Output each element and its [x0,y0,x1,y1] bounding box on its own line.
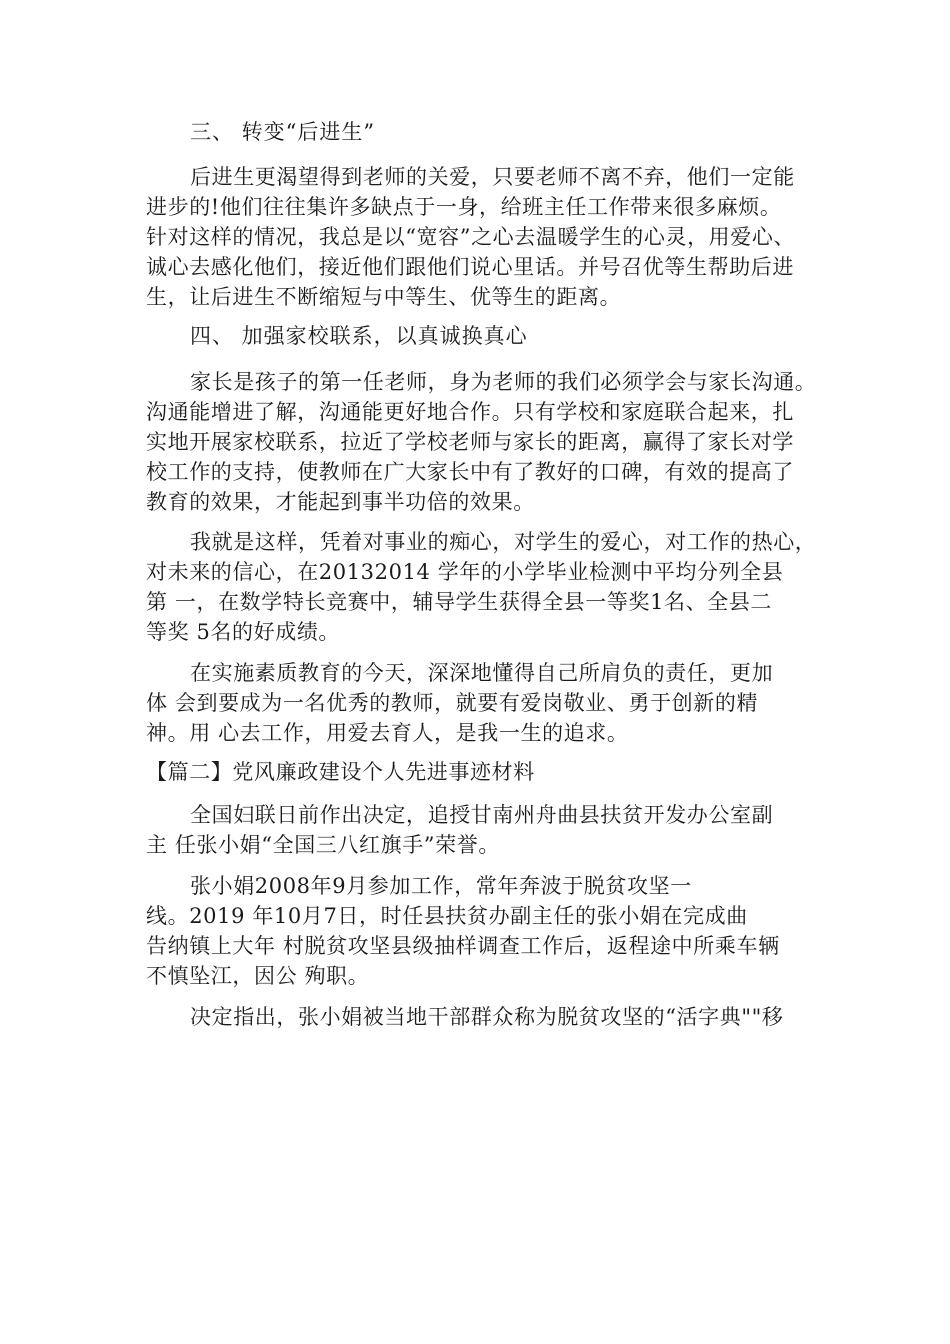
paragraph-line: 生，让后进生不断缩短与中等生、优等生的距离。 [146,285,622,309]
paragraph-line: 我就是这样，凭着对事业的痴心，对学生的爱心，对工作的热心， [190,530,817,554]
paragraph-line: 不慎坠江，因公 殉职。 [146,964,370,988]
paragraph-line: 告纳镇上大年 村脱贫攻坚县级抽样调查工作后，返程途中所乘车辆 [146,934,780,958]
paragraph-line: 后进生更渴望得到老师的关爱，只要老师不离不弃，他们一定能 [190,165,795,189]
paragraph-line: 实地开展家校联系，拉近了学校老师与家长的距离，赢得了家长对学 [146,430,794,454]
paragraph-line: 教育的效果，才能起到事半功倍的效果。 [146,490,535,514]
paragraph-line: 神。用 心去工作，用爱去育人，是我一生的追求。 [146,721,629,745]
paragraph-line: 校工作的支持，使教师在广大家长中有了教好的口碑，有效的提高了 [146,460,794,484]
paragraph-line: 决定指出，张小娟被当地干部群众称为脱贫攻坚的“活字典""移 [190,1005,784,1029]
paragraph-line: 诚心去感化他们，接近他们跟他们说心里话。并号召优等生帮助后进 [146,255,794,279]
section-heading: 三、 转变“后进生” [190,120,376,144]
paragraph-line: 等奖 5名的好成绩。 [146,620,341,644]
paragraph-line: 在实施素质教育的今天，深深地懂得自己所肩负的责任，更加 [190,661,774,685]
paragraph-line: 线。2019 年10月7日，时任县扶贫办副主任的张小娟在完成曲 [146,904,748,928]
section-heading: 四、 加强家校联系，以真诚换真心 [190,324,528,348]
paragraph-line: 对未来的信心，在20132014 学年的小学毕业检测中平均分列全县 [146,560,784,584]
paragraph-line: 第 一，在数学特长竞赛中，辅导学生获得全县一等奖1名、全县二 [146,590,773,614]
paragraph-line: 张小娟2008年9月参加工作，常年奔波于脱贫攻坚一 [190,874,692,898]
paragraph-line: 全国妇联日前作出决定，追授甘南州舟曲县扶贫开发办公室副 [190,803,774,827]
paragraph-line: 针对这样的情况，我总是以“宽容”之心去温暖学生的心灵，用爱心、 [146,225,796,249]
paragraph-line: 家长是孩子的第一任老师，身为老师的我们必须学会与家长沟通。 [190,370,817,394]
part-title: 【篇二】党风廉政建设个人先进事迹材料 [146,760,535,784]
paragraph-line: 沟通能增进了解，沟通能更好地合作。只有学校和家庭联合起来，扎 [146,400,794,424]
paragraph-line: 进步的!他们往往集许多缺点于一身，给班主任工作带来很多麻烦。 [146,195,782,219]
paragraph-line: 主 任张小娟“全国三八红旗手”荣誉。 [146,833,500,857]
paragraph-line: 体 会到要成为一名优秀的教师，就要有爱岗敬业、勇于创新的精 [146,691,759,715]
